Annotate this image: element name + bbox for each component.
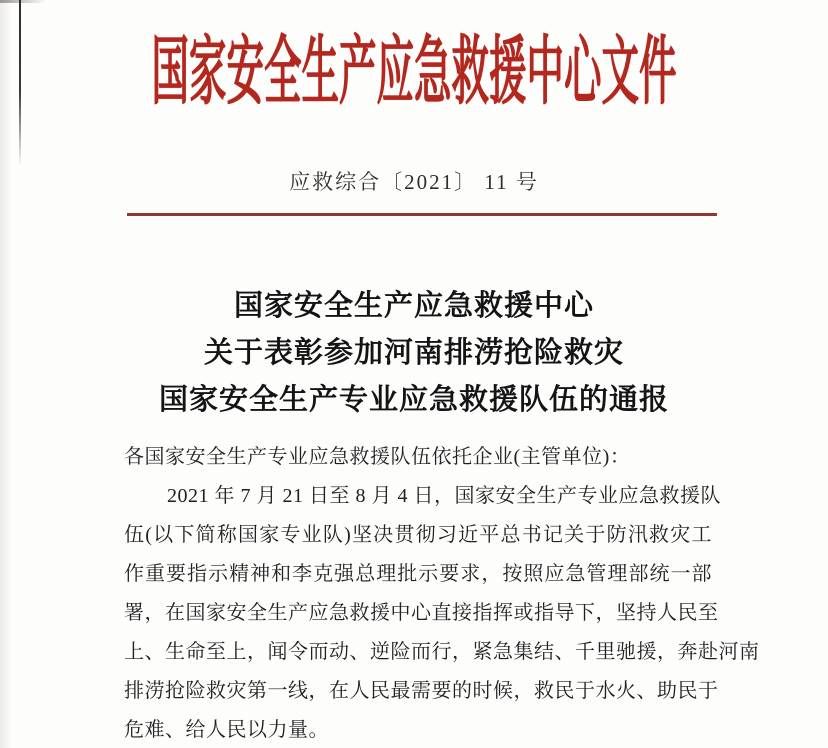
- document-body: [124, 438, 760, 748]
- body-salutation: 各国家安全生产专业应急救援队伍依托企业(主管单位)：: [124, 446, 631, 468]
- body-line: 2021 年 7 月 21 日至 8 月 4 日，国家安全生产专业应急救援队: [167, 485, 721, 507]
- body-line: 排涝抢险救灾第一线，在人民最需要的时候，救民于水火、助民于: [124, 680, 719, 702]
- letterhead: [0, 0, 828, 130]
- body-line-last: 危难、给人民以力量。: [124, 719, 329, 741]
- document-number: 应救综合〔2021〕 11 号: [289, 170, 539, 194]
- letterhead-title: 国家安全生产应急救援中心文件: [151, 30, 677, 114]
- title-line-1: 国家安全生产应急救援中心: [233, 290, 594, 322]
- document-title: [0, 283, 828, 424]
- body-line: 上、生命至上，闻令而动、逆险而行，紧急集结、千里驰援，奔赴河南: [124, 641, 760, 663]
- title-line-2: 关于表彰参加河南排涝抢险救灾: [203, 337, 624, 369]
- body-line: 伍(以下简称国家专业队)坚决贯彻习近平总书记关于防汛救灾工: [124, 524, 712, 546]
- body-line: 署，在国家安全生产应急救援中心直接指挥或指导下，坚持人民至: [124, 602, 719, 624]
- red-divider-rule: [127, 213, 717, 216]
- body-line: 作重要指示精神和李克强总理批示要求，按照应急管理部统一部: [124, 563, 712, 585]
- title-line-3: 国家安全生产专业应急救援队伍的通报: [158, 384, 669, 416]
